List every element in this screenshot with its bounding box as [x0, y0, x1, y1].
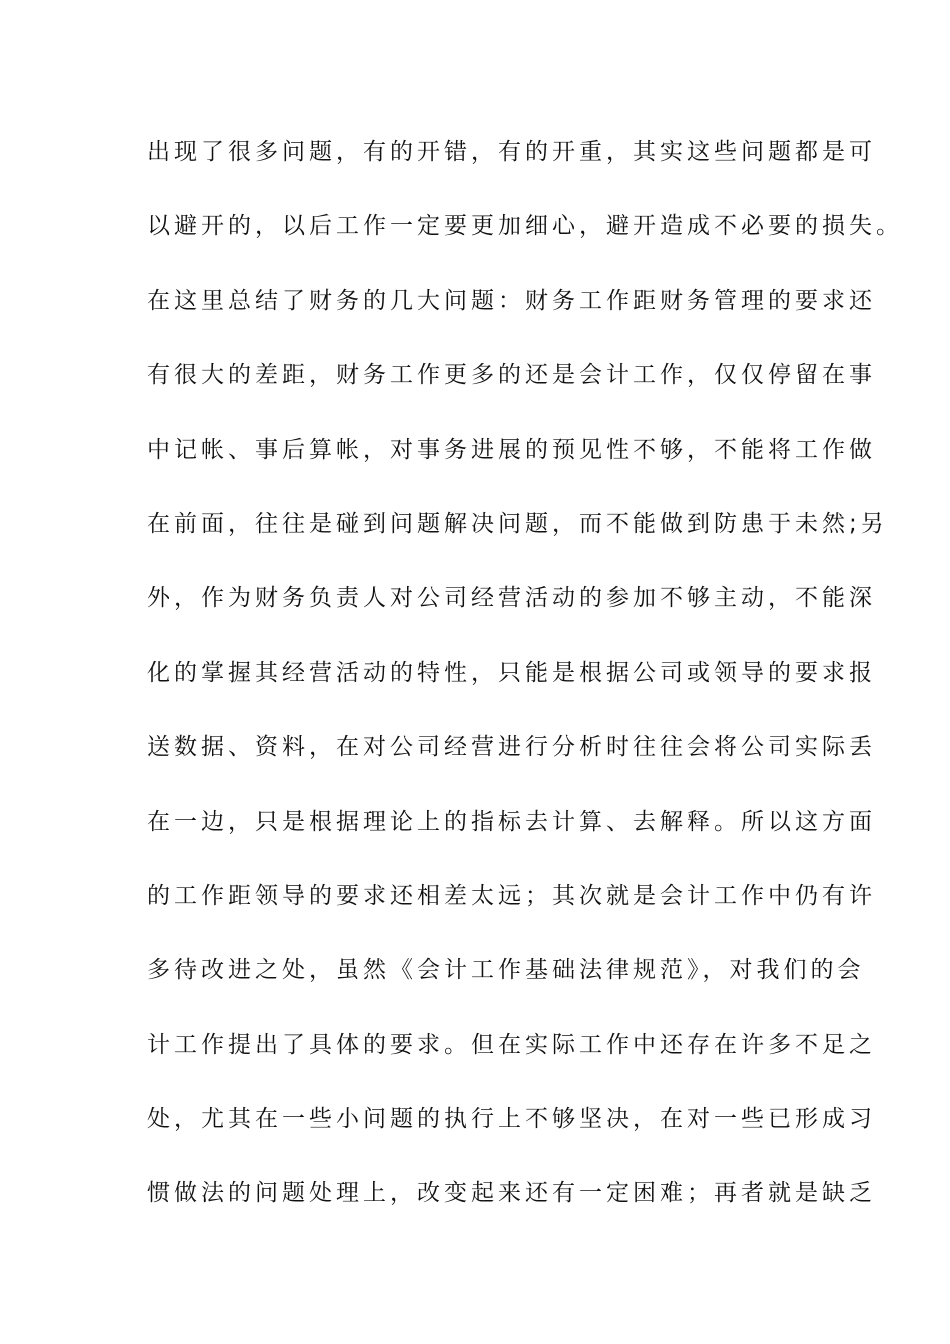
text-line: 多待改进之处，虽然《会计工作基础法律规范》，对我们的会 [147, 957, 865, 984]
text-line: 在一边，只是根据理论上的指标去计算、去解释。所以这方面 [147, 808, 876, 835]
text-line: 在这里总结了财务的几大问题：财务工作距财务管理的要求还 [147, 287, 876, 314]
text-line: 出现了很多问题，有的开错，有的开重，其实这些问题都是可 [147, 139, 876, 165]
text-line: 以避开的，以后工作一定要更加细心，避开造成不必要的损失。 [147, 213, 903, 240]
text-line: 中记帐、事后算帐，对事务进展的预见性不够，不能将工作做 [147, 436, 876, 463]
text-line: 化的掌握其经营活动的特性，只能是根据公司或领导的要求报 [147, 659, 876, 686]
body-text [147, 134, 903, 1250]
text-line: 的工作距领导的要求还相差太远；其次就是会计工作中仍有许 [147, 882, 876, 909]
text-line: 计工作提出了具体的要求。但在实际工作中还存在许多不足之 [147, 1031, 876, 1058]
text-line: 处，尤其在一些小问题的执行上不够坚决，在对一些已形成习 [147, 1106, 876, 1133]
text-line: 外，作为财务负责人对公司经营活动的参加不够主动，不能深 [147, 585, 876, 612]
text-line: 在前面，往往是碰到问题解决问题，而不能做到防患于未然;另 [147, 510, 888, 537]
text-line: 送数据、资料，在对公司经营进行分析时往往会将公司实际丢 [147, 734, 876, 761]
text-line: 有很大的差距，财务工作更多的还是会计工作，仅仅停留在事 [147, 362, 876, 389]
text-line: 惯做法的问题处理上，改变起来还有一定困难；再者就是缺乏 [147, 1180, 876, 1207]
